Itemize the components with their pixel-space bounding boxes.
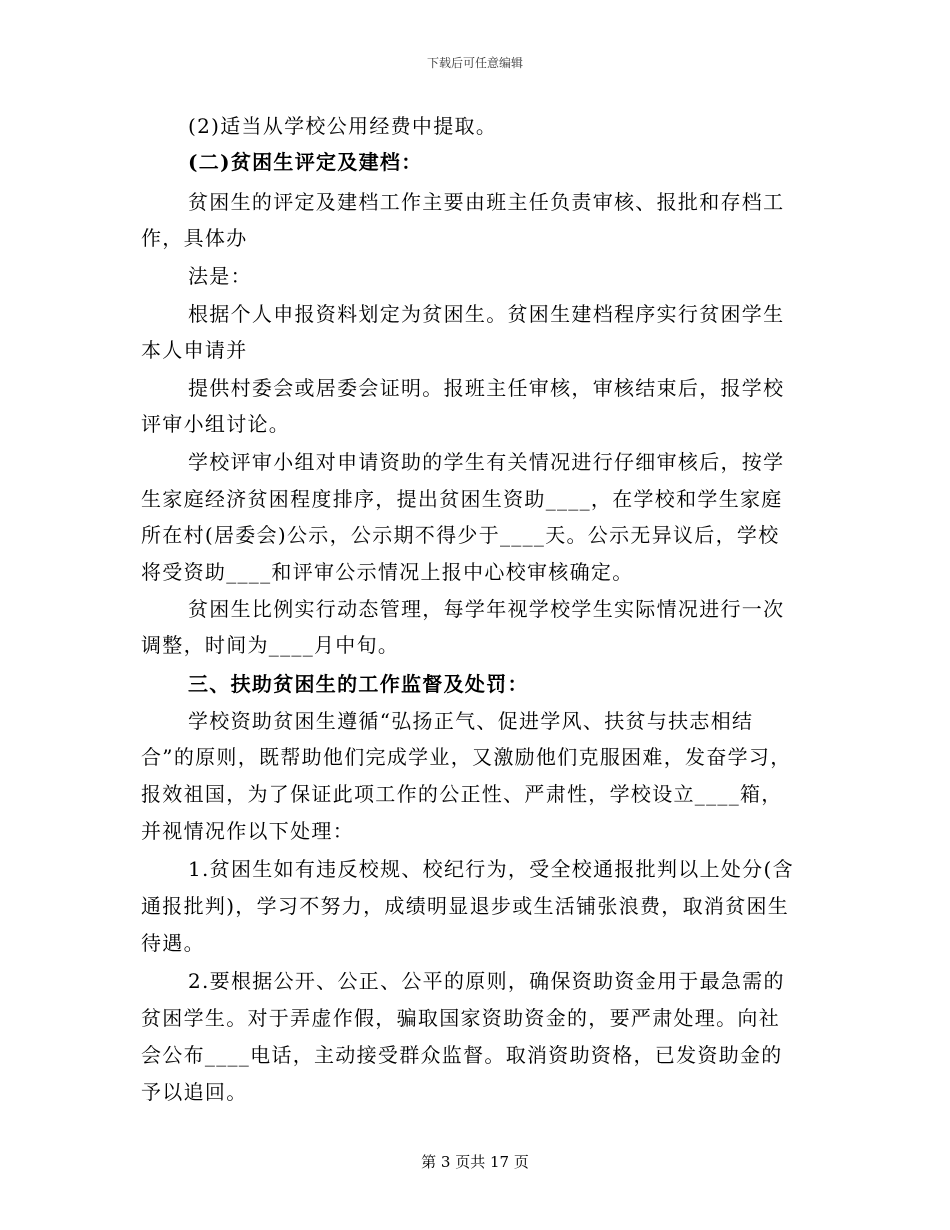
- paragraph-line: 贫困生比例实行动态管理，每学年视学校学生实际情况进行一次: [188, 597, 785, 621]
- paragraph-line: 评审小组讨论。: [141, 412, 291, 436]
- paragraph-line: 生家庭经济贫困程度排序，提出贫困生资助____，在学校和学生家庭: [141, 487, 783, 511]
- paragraph-line: 通报批判)，学习不努力，成绩明显退步或生活铺张浪费，取消贫困生: [141, 894, 790, 918]
- paragraph-line: 根据个人申报资料划定为贫困生。贫困生建档程序实行贫困学生: [188, 302, 785, 326]
- paragraph-line: 待遇。: [141, 931, 205, 955]
- paragraph-line: 提供村委会或居委会证明。报班主任审核，审核结束后，报学校: [188, 376, 785, 400]
- paragraph-line: 所在村(居委会)公示，公示期不得少于____天。公示无异议后，学校: [141, 523, 780, 547]
- paragraph-line: 合”的原则，既帮助他们完成学业，又激励他们克服困难，发奋学习，: [141, 745, 792, 769]
- page-header: 下载后可任意编辑: [426, 56, 523, 70]
- paragraph-line: 将受资助____和评审公示情况上报中心校审核确定。: [141, 560, 634, 584]
- paragraph-line: 调整，时间为____月中旬。: [141, 633, 400, 657]
- section-heading: (二)贫困生评定及建档：: [188, 150, 423, 174]
- paragraph-line: 2.要根据公开、公正、公平的原则，确保资助资金用于最急需的: [188, 969, 785, 993]
- paragraph-line: 学校评审小组对申请资助的学生有关情况进行仔细审核后，按学: [188, 450, 785, 474]
- paragraph-line: 贫困学生。对于弄虚作假，骗取国家资助资金的，要严肃处理。向社: [141, 1006, 780, 1030]
- paragraph-line: 予以追回。: [141, 1080, 248, 1104]
- paragraph-line: 学校资助贫困生遵循“弘扬正气、促进学风、扶贫与扶志相结: [188, 709, 754, 733]
- paragraph-line: 报效祖国，为了保证此项工作的公正性、严肃性，学校设立____箱，: [141, 782, 783, 806]
- paragraph-line: 作，具体办: [141, 226, 248, 250]
- paragraph-line: 并视情况作以下处理：: [141, 819, 354, 843]
- page-footer: 第 3 页共 17 页: [421, 1153, 529, 1171]
- section-heading: 三、扶助贫困生的工作监督及处罚：: [188, 672, 529, 696]
- paragraph-line: (2)适当从学校公用经费中提取。: [188, 114, 498, 138]
- paragraph-line: 会公布____电话，主动接受群众监督。取消资助资格，已发资助金的: [141, 1043, 783, 1067]
- paragraph-line: 1.贫困生如有违反校规、校纪行为，受全校通报批判以上处分(含: [188, 857, 794, 881]
- paragraph-line: 法是：: [188, 264, 252, 288]
- paragraph-line: 贫困生的评定及建档工作主要由班主任负责审核、报批和存档工: [188, 190, 785, 214]
- paragraph-line: 本人申请并: [141, 338, 248, 362]
